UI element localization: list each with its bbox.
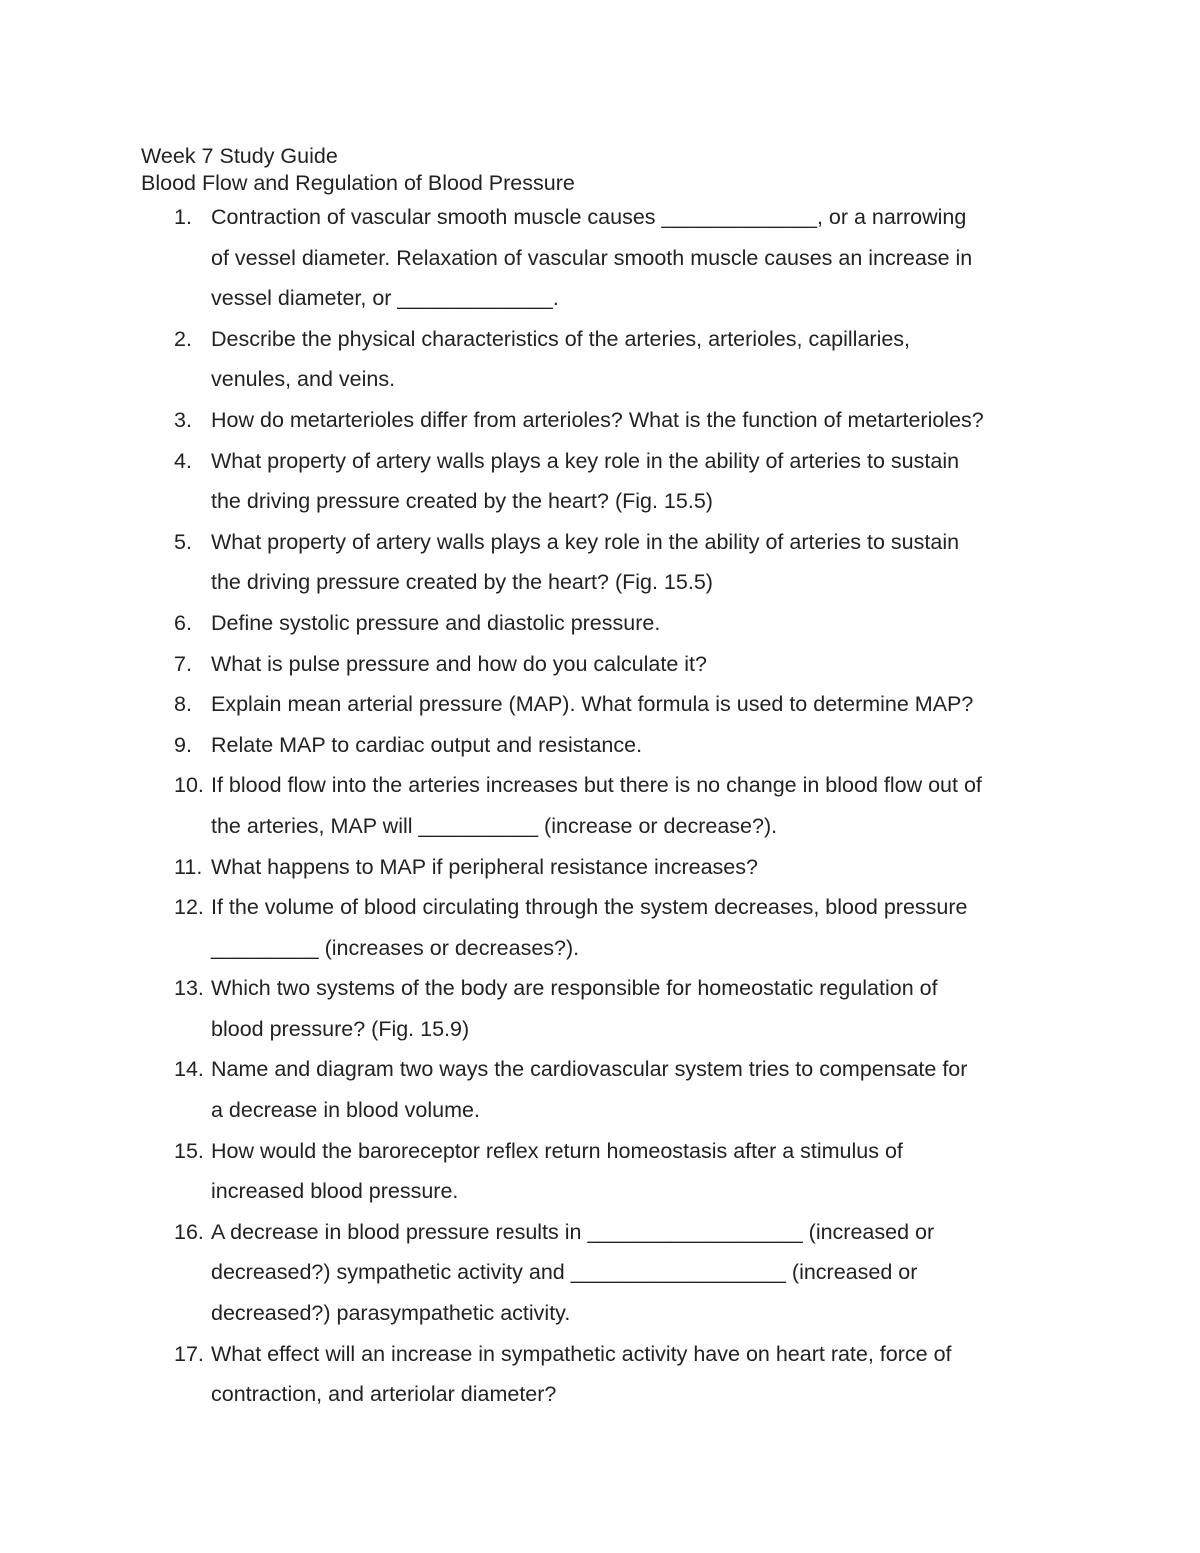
question-text-line: blood pressure? (Fig. 15.9) bbox=[211, 1016, 470, 1041]
question-item bbox=[141, 400, 1076, 441]
question-item bbox=[141, 725, 1076, 766]
question-text-line: the driving pressure created by the heart? (Fig. 15.5) bbox=[211, 570, 713, 595]
document-body bbox=[141, 143, 1076, 1415]
question-item bbox=[141, 847, 1076, 888]
question-item bbox=[141, 441, 1076, 522]
question-text bbox=[211, 400, 1076, 441]
question-text-line: the driving pressure created by the heart? (Fig. 15.5) bbox=[211, 489, 713, 514]
question-text bbox=[211, 441, 1076, 522]
section-title: Blood Flow and Regulation of Blood Pressure bbox=[141, 171, 575, 195]
question-text bbox=[211, 1334, 1076, 1415]
question-text-line: decreased?) parasympathetic activity. bbox=[211, 1301, 571, 1326]
question-number: 3. bbox=[174, 407, 192, 432]
question-number: 16. bbox=[174, 1219, 204, 1244]
question-text-line: contraction, and arteriolar diameter? bbox=[211, 1382, 557, 1407]
question-number: 7. bbox=[174, 651, 192, 676]
question-text bbox=[211, 197, 1076, 319]
question-text bbox=[211, 603, 1076, 644]
question-text bbox=[211, 644, 1076, 685]
question-number: 17. bbox=[174, 1341, 204, 1366]
question-number: 8. bbox=[174, 692, 192, 717]
question-number: 4. bbox=[174, 448, 192, 473]
question-number: 12. bbox=[174, 895, 204, 920]
question-item bbox=[141, 1131, 1076, 1212]
question-text-line: Define systolic pressure and diastolic pressure. bbox=[211, 610, 661, 635]
question-number: 2. bbox=[174, 326, 192, 351]
question-text bbox=[211, 522, 1076, 603]
question-item bbox=[141, 1212, 1076, 1334]
question-list bbox=[141, 197, 1076, 1415]
question-text-line: increased blood pressure. bbox=[211, 1179, 459, 1204]
question-number: 14. bbox=[174, 1057, 204, 1082]
question-text-line: What property of artery walls plays a key role in the ability of arteries to sustain bbox=[211, 529, 960, 554]
question-number: 11. bbox=[174, 854, 203, 879]
question-item bbox=[141, 684, 1076, 725]
question-text bbox=[211, 319, 1076, 400]
question-item bbox=[141, 522, 1076, 603]
question-text-line: venules, and veins. bbox=[211, 367, 396, 392]
question-text bbox=[211, 968, 1076, 1049]
question-text bbox=[211, 887, 1076, 968]
question-item bbox=[141, 887, 1076, 968]
document-title: Week 7 Study Guide bbox=[141, 144, 338, 168]
question-text-line: A decrease in blood pressure results in __________________ (increased or bbox=[211, 1219, 935, 1244]
question-text-line: of vessel diameter. Relaxation of vascular smooth muscle causes an increase in bbox=[211, 245, 973, 270]
question-item bbox=[141, 319, 1076, 400]
question-text bbox=[211, 1212, 1076, 1334]
question-text-line: How do metarterioles differ from arterioles? What is the function of metarterioles? bbox=[211, 407, 984, 432]
question-item bbox=[141, 968, 1076, 1049]
question-text-line: Which two systems of the body are responsible for homeostatic regulation of bbox=[211, 976, 938, 1001]
question-text-line: Name and diagram two ways the cardiovascular system tries to compensate for bbox=[211, 1057, 968, 1082]
question-text-line: Relate MAP to cardiac output and resistance. bbox=[211, 732, 643, 757]
question-item bbox=[141, 197, 1076, 319]
question-text-line: Explain mean arterial pressure (MAP). What formula is used to determine MAP? bbox=[211, 692, 974, 717]
question-text-line: What is pulse pressure and how do you calculate it? bbox=[211, 651, 707, 676]
question-text bbox=[211, 765, 1076, 846]
question-number: 15. bbox=[174, 1138, 204, 1163]
question-text bbox=[211, 725, 1076, 766]
question-text-line: decreased?) sympathetic activity and __________________ (increased or bbox=[211, 1260, 918, 1285]
question-text-line: What property of artery walls plays a key role in the ability of arteries to sustain bbox=[211, 448, 960, 473]
question-text bbox=[211, 1131, 1076, 1212]
question-number: 10. bbox=[174, 773, 204, 798]
question-text-line: a decrease in blood volume. bbox=[211, 1098, 480, 1123]
question-text-line: the arteries, MAP will __________ (increase or decrease?). bbox=[211, 813, 778, 838]
question-number: 5. bbox=[174, 529, 192, 554]
question-text-line: How would the baroreceptor reflex return homeostasis after a stimulus of bbox=[211, 1138, 903, 1163]
question-item bbox=[141, 1334, 1076, 1415]
question-text-line: vessel diameter, or _____________. bbox=[211, 286, 559, 311]
question-text-line: What effect will an increase in sympathetic activity have on heart rate, force of bbox=[211, 1341, 952, 1366]
question-text bbox=[211, 684, 1076, 725]
question-item bbox=[141, 644, 1076, 685]
question-text bbox=[211, 1049, 1076, 1130]
question-item bbox=[141, 1049, 1076, 1130]
question-number: 6. bbox=[174, 610, 192, 635]
question-text-line: _________ (increases or decreases?). bbox=[211, 935, 580, 960]
question-text-line: Describe the physical characteristics of the arteries, arterioles, capillaries, bbox=[211, 326, 911, 351]
question-text-line: What happens to MAP if peripheral resistance increases? bbox=[211, 854, 758, 879]
question-text-line: If the volume of blood circulating through the system decreases, blood pressure bbox=[211, 895, 968, 920]
question-item bbox=[141, 765, 1076, 846]
question-text-line: Contraction of vascular smooth muscle causes _____________, or a narrowing bbox=[211, 205, 967, 229]
question-item bbox=[141, 603, 1076, 644]
question-text-line: If blood flow into the arteries increases but there is no change in blood flow out of bbox=[211, 773, 982, 798]
question-number: 13. bbox=[174, 976, 204, 1001]
question-number: 9. bbox=[174, 732, 192, 757]
question-text bbox=[211, 847, 1076, 888]
question-number: 1. bbox=[174, 205, 192, 229]
